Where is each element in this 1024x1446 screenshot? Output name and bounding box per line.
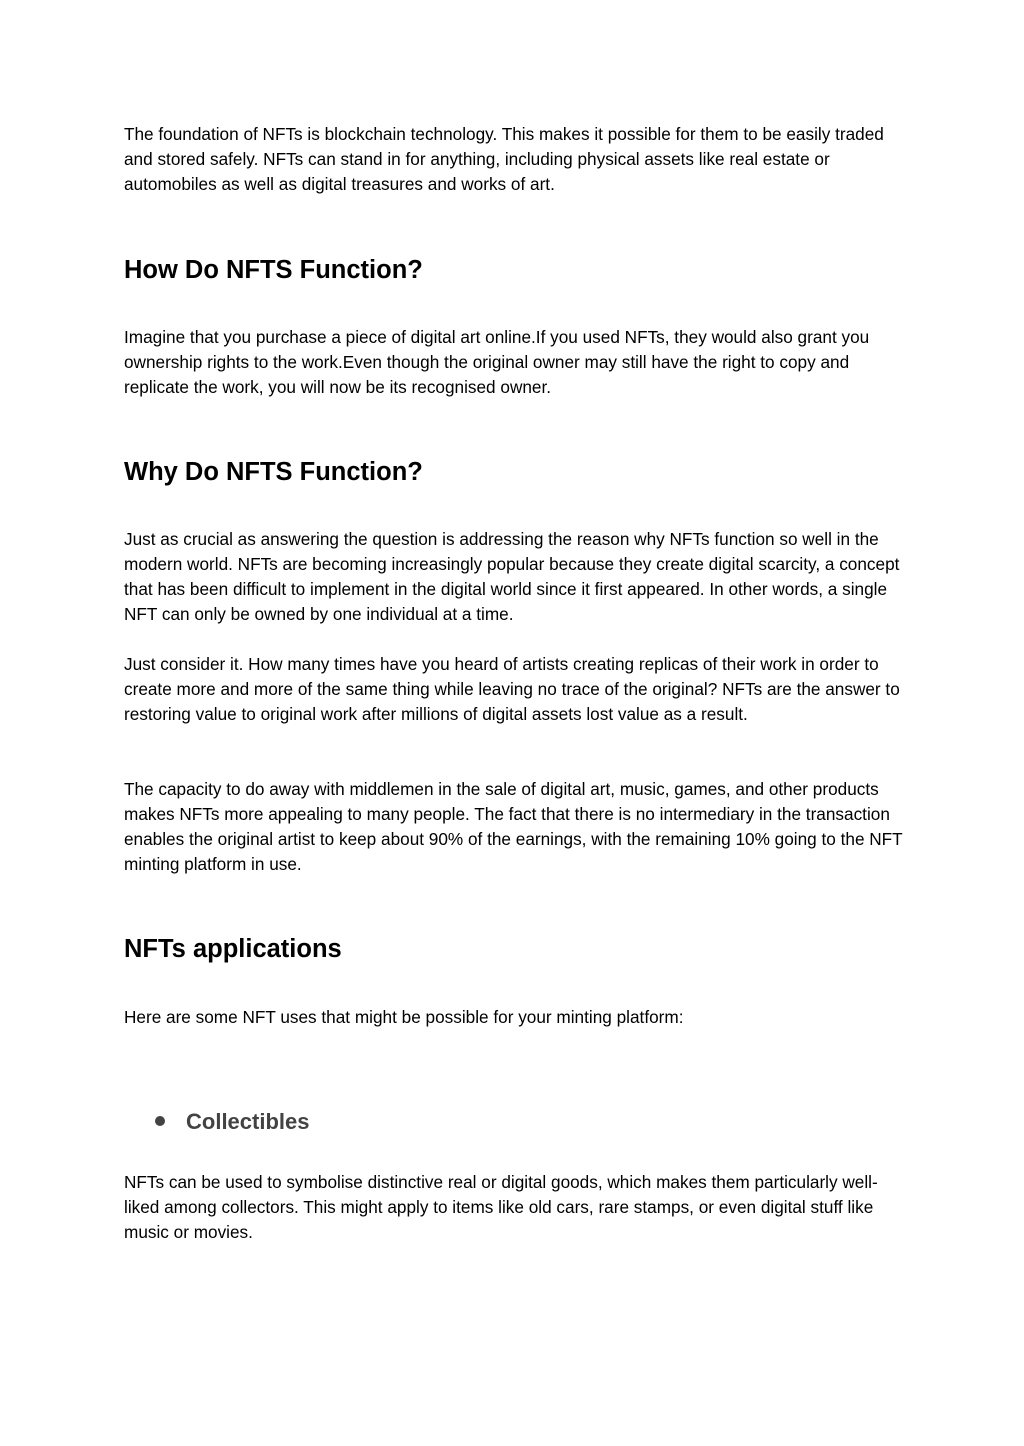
how-paragraph: Imagine that you purchase a piece of digital art online.If you used NFTs, they would also grant you ownership rights to the work.Even though the original owner may still have the right to copy and replicate the work, you will now be its recognised owner.	[124, 327, 870, 397]
why-paragraph-2: Just consider it. How many times have you heard of artists creating replicas of their work in order to create more and more of the same thing while leaving no trace of the original? NFTs are the answer to restoring value to original work after millions of digital assets lost value as a result.	[124, 654, 900, 724]
why-heading: Why Do NFTS Function?	[124, 458, 423, 486]
collectibles-description: NFTs can be used to symbolise distinctive real or digital goods, which makes them particularly well-liked among collectors. This might apply to items like old cars, rare stamps, or even digital stuff like music or movies.	[124, 1172, 878, 1242]
why-paragraph-3: The capacity to do away with middlemen in the sale of digital art, music, games, and other products makes NFTs more appealing to many people. The fact that there is no intermediary in the transaction enables the original artist to keep about 90% of the earnings, with the remaining 10% going to the NFT minting platform in use.	[124, 779, 903, 874]
applications-heading: NFTs applications	[124, 935, 342, 963]
why-paragraph-1: Just as crucial as answering the question is addressing the reason why NFTs function so well in the modern world. NFTs are becoming increasingly popular because they create digital scarcity, a concept that has been difficult to implement in the digital world since it first appeared. In other words, a single NFT can only be owned by one individual at a time.	[124, 529, 900, 624]
intro-paragraph: The foundation of NFTs is blockchain technology. This makes it possible for them to be easily traded and stored safely. NFTs can stand in for anything, including physical assets like real estate or automobiles as well as digital treasures and works of art.	[124, 124, 884, 194]
how-heading: How Do NFTS Function?	[124, 256, 423, 284]
list-item-collectibles	[155, 1108, 309, 1136]
collectibles-title: Collectibles	[186, 1109, 310, 1134]
applications-intro: Here are some NFT uses that might be possible for your minting platform:	[124, 1007, 684, 1027]
bullet-dot-icon	[155, 1116, 165, 1126]
